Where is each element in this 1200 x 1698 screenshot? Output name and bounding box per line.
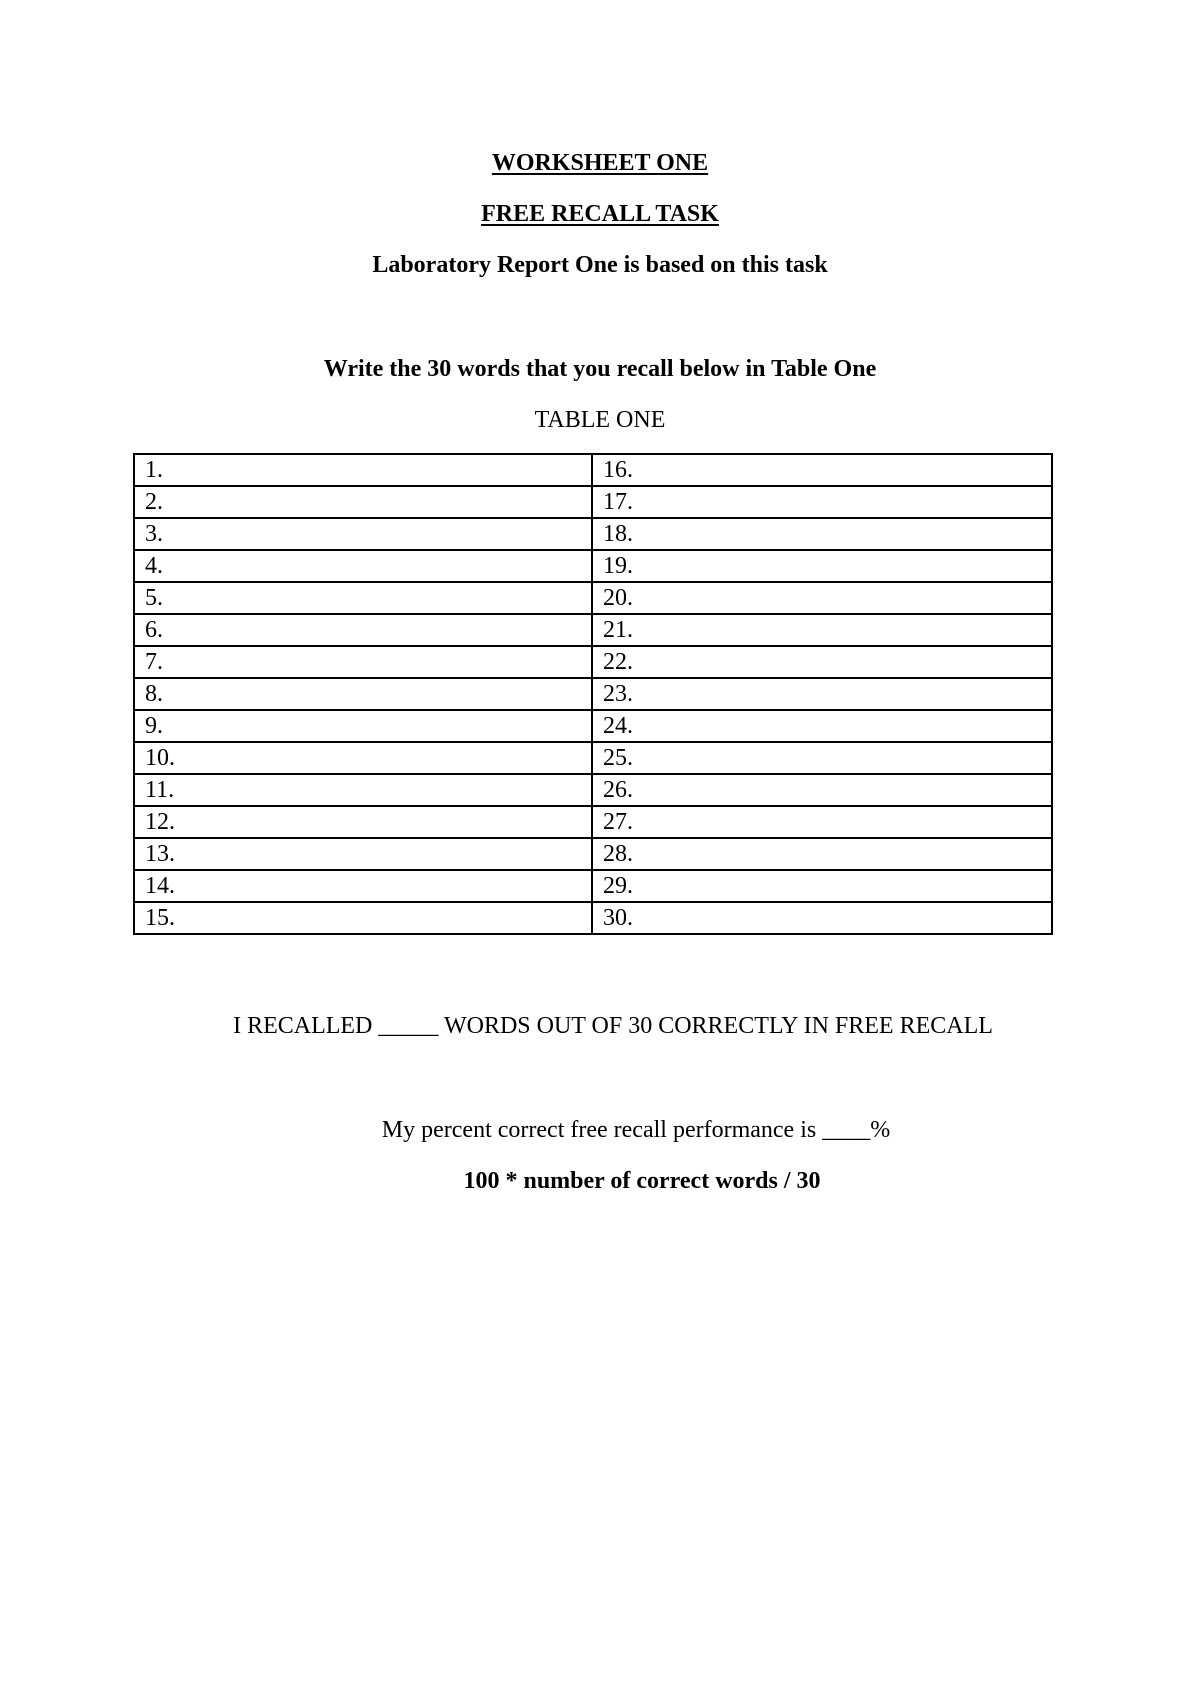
table-row	[134, 774, 1052, 806]
recall-cell[interactable]: 16.	[592, 454, 1052, 486]
instruction-text: Write the 30 words that you recall below in Table One	[323, 356, 877, 382]
recall-cell[interactable]: 12.	[134, 806, 592, 838]
recall-cell[interactable]: 15.	[134, 902, 592, 934]
worksheet-title: WORKSHEET ONE	[491, 150, 709, 176]
table-row	[134, 486, 1052, 518]
recall-cell[interactable]: 13.	[134, 838, 592, 870]
recall-cell[interactable]: 21.	[592, 614, 1052, 646]
table-row	[134, 902, 1052, 934]
recall-cell[interactable]: 22.	[592, 646, 1052, 678]
recall-cell[interactable]: 23.	[592, 678, 1052, 710]
recall-cell[interactable]: 25.	[592, 742, 1052, 774]
percent-statement: My percent correct free recall performance is ____%	[381, 1117, 891, 1143]
recall-table	[133, 453, 1053, 935]
recall-cell[interactable]: 30.	[592, 902, 1052, 934]
recall-cell[interactable]: 1.	[134, 454, 592, 486]
recall-cell[interactable]: 9.	[134, 710, 592, 742]
recall-cell[interactable]: 20.	[592, 582, 1052, 614]
recall-cell[interactable]: 7.	[134, 646, 592, 678]
table-row	[134, 454, 1052, 486]
table-row	[134, 614, 1052, 646]
recall-statement: I RECALLED _____ WORDS OUT OF 30 CORRECTLY IN FREE RECALL	[233, 1013, 993, 1039]
table-row	[134, 678, 1052, 710]
recall-cell[interactable]: 27.	[592, 806, 1052, 838]
table-row	[134, 550, 1052, 582]
table-row	[134, 518, 1052, 550]
recall-cell[interactable]: 19.	[592, 550, 1052, 582]
recall-cell[interactable]: 10.	[134, 742, 592, 774]
table-row	[134, 710, 1052, 742]
table-row	[134, 646, 1052, 678]
formula-text: 100 * number of correct words / 30	[463, 1168, 821, 1194]
recall-cell[interactable]: 2.	[134, 486, 592, 518]
recall-cell[interactable]: 28.	[592, 838, 1052, 870]
recall-cell[interactable]: 8.	[134, 678, 592, 710]
recall-cell[interactable]: 5.	[134, 582, 592, 614]
table-row	[134, 582, 1052, 614]
table-row	[134, 838, 1052, 870]
recall-cell[interactable]: 24.	[592, 710, 1052, 742]
recall-cell[interactable]: 4.	[134, 550, 592, 582]
table-row	[134, 742, 1052, 774]
recall-cell[interactable]: 26.	[592, 774, 1052, 806]
recall-cell[interactable]: 3.	[134, 518, 592, 550]
recall-cell[interactable]: 18.	[592, 518, 1052, 550]
table-title: TABLE ONE	[534, 407, 666, 433]
report-note: Laboratory Report One is based on this task	[372, 252, 828, 278]
recall-cell[interactable]: 14.	[134, 870, 592, 902]
recall-cell[interactable]: 11.	[134, 774, 592, 806]
recall-cell[interactable]: 29.	[592, 870, 1052, 902]
table-row	[134, 806, 1052, 838]
recall-cell[interactable]: 6.	[134, 614, 592, 646]
task-title: FREE RECALL TASK	[481, 201, 719, 227]
table-row	[134, 870, 1052, 902]
recall-cell[interactable]: 17.	[592, 486, 1052, 518]
